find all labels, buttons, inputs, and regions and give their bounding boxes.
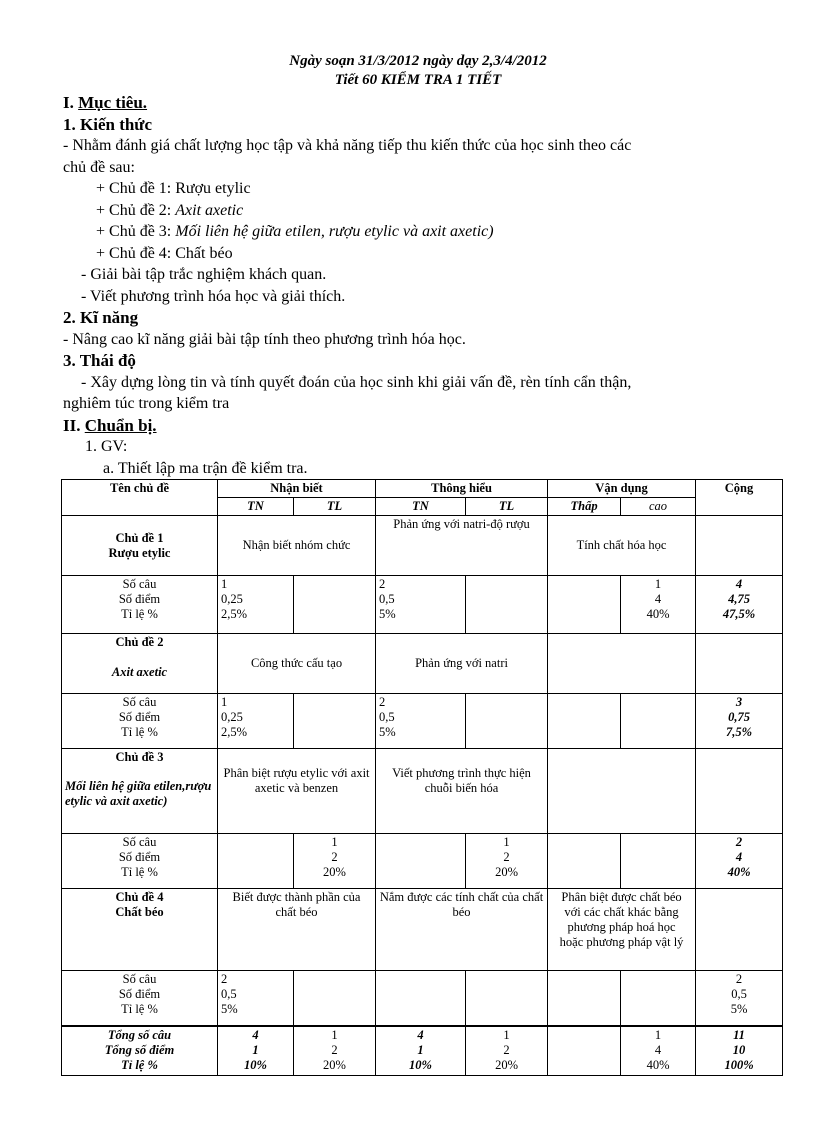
t4-vd-low bbox=[548, 971, 621, 1026]
header-tl-2: TL bbox=[466, 498, 548, 516]
t1-nb-tn: 1 0,25 2,5% bbox=[218, 576, 294, 634]
t2-th-tl bbox=[466, 694, 548, 749]
topic-1-recognize: Nhận biết nhóm chức bbox=[218, 516, 376, 576]
t4-total: 2 0,5 5% bbox=[696, 971, 783, 1026]
t4-nb-tl bbox=[294, 971, 376, 1026]
topic-2-understand: Phản ứng với natri bbox=[376, 634, 548, 694]
header-tl-1: TL bbox=[294, 498, 376, 516]
topic-1: + Chủ đề 1: Rượu etylic bbox=[96, 180, 251, 197]
knowledge-intro-2: chủ đề sau: bbox=[63, 158, 135, 176]
header-understand: Thông hiểu bbox=[376, 480, 548, 498]
document-body bbox=[63, 92, 783, 479]
topic-2: + Chủ đề 2: Axit axetic bbox=[96, 201, 244, 219]
topic-4-total-desc bbox=[696, 889, 783, 971]
stat-labels-3: Số câu Số điểm Tỉ lệ % bbox=[62, 834, 218, 889]
t2-vd-low bbox=[548, 694, 621, 749]
grand-total: 11 10 100% bbox=[696, 1026, 783, 1076]
topic-4-cell: Chủ đề 4 Chất béo bbox=[62, 889, 218, 971]
topic-3-total-desc bbox=[696, 749, 783, 834]
topic-3-apply bbox=[548, 749, 696, 834]
t1-nb-tl bbox=[294, 576, 376, 634]
topic-4-understand: Nắm được các tính chất của chất béo bbox=[376, 889, 548, 971]
t1-th-tn: 2 0,5 5% bbox=[376, 576, 466, 634]
topic-2-recognize: Công thức cấu tạo bbox=[218, 634, 376, 694]
knowledge-bullet-2: - Viết phương trình hóa học và giải thích. bbox=[81, 287, 346, 305]
t2-th-tn: 2 0,5 5% bbox=[376, 694, 466, 749]
header-recognize: Nhận biết bbox=[218, 480, 376, 498]
knowledge-bullet-1: - Giải bài tập trắc nghiệm khách quan. bbox=[81, 266, 327, 283]
topic-4-recognize: Biết được thành phần của chất béo bbox=[218, 889, 376, 971]
topic-1-understand: Phản ứng với natri-độ rượu bbox=[376, 516, 548, 576]
date-line: Ngày soạn 31/3/2012 ngày dạy 2,3/4/2012 bbox=[289, 53, 547, 69]
exam-matrix-table bbox=[61, 479, 783, 1076]
t1-th-tl bbox=[466, 576, 548, 634]
totals-row bbox=[62, 1026, 783, 1076]
t3-vd-high bbox=[621, 834, 696, 889]
matrix-caption: a. Thiết lập ma trận đề kiểm tra. bbox=[103, 459, 308, 477]
attitude-text-1: - Xây dựng lòng tin và tính quyết đoán của học sinh khi giải vấn đề, rèn tính cẩn thận, bbox=[81, 373, 632, 391]
topic-3-stats-row bbox=[62, 834, 783, 889]
stat-labels-4: Số câu Số điểm Tỉ lệ % bbox=[62, 971, 218, 1026]
section-2-heading: II. Chuẩn bị. bbox=[63, 415, 157, 435]
topic-3-understand: Viết phương trình thực hiện chuỗi biến hóa bbox=[376, 749, 548, 834]
t4-th-tn bbox=[376, 971, 466, 1026]
t3-th-tn bbox=[376, 834, 466, 889]
skills-text: - Nâng cao kĩ năng giải bài tập tính theo phương trình hóa học. bbox=[63, 330, 466, 348]
header-total: Cộng bbox=[696, 480, 783, 516]
t4-nb-tn: 2 0,5 5% bbox=[218, 971, 294, 1026]
total-labels: Tổng số câu Tổng số điểm Tỉ lệ % bbox=[62, 1026, 218, 1076]
t4-th-tl bbox=[466, 971, 548, 1026]
attitude-heading: 3. Thái độ bbox=[63, 351, 136, 370]
header-tn-2: TN bbox=[376, 498, 466, 516]
topic-1-apply: Tính chất hóa học bbox=[548, 516, 696, 576]
knowledge-heading: 1. Kiến thức bbox=[63, 114, 153, 134]
matrix-header-row-1 bbox=[62, 480, 783, 498]
header-apply: Vận dụng bbox=[548, 480, 696, 498]
t2-vd-high bbox=[621, 694, 696, 749]
header-tn-1: TN bbox=[218, 498, 294, 516]
topic-3-recognize: Phân biệt rượu etylic với axit axetic và benzen bbox=[218, 749, 376, 834]
t3-nb-tl: 1 2 20% bbox=[294, 834, 376, 889]
header-topic: Tên chủ đề bbox=[62, 480, 218, 516]
t3-th-tl: 1 2 20% bbox=[466, 834, 548, 889]
t1-total: 4 4,75 47,5% bbox=[696, 576, 783, 634]
knowledge-intro-1: - Nhằm đánh giá chất lượng học tập và khả năng tiếp thu kiến thức của học sinh theo các bbox=[63, 137, 632, 154]
t4-vd-high bbox=[621, 971, 696, 1026]
header-high: cao bbox=[621, 498, 696, 516]
total-th-tl: 1 2 20% bbox=[466, 1026, 548, 1076]
topic-1-total-desc bbox=[696, 516, 783, 576]
t3-nb-tn bbox=[218, 834, 294, 889]
attitude-text-2: nghiêm túc trong kiểm tra bbox=[63, 395, 230, 412]
teacher-label: 1. GV: bbox=[85, 438, 128, 455]
t2-nb-tn: 1 0,25 2,5% bbox=[218, 694, 294, 749]
lesson-title: Tiết 60 KIỂM TRA 1 TIẾT bbox=[334, 72, 502, 88]
topic-3-row bbox=[62, 749, 783, 834]
t2-total: 3 0,75 7,5% bbox=[696, 694, 783, 749]
header-low: Thấp bbox=[548, 498, 621, 516]
total-vd-high: 1 4 40% bbox=[621, 1026, 696, 1076]
total-nb-tn: 4 1 10% bbox=[218, 1026, 294, 1076]
t1-vd-low bbox=[548, 576, 621, 634]
t3-vd-low bbox=[548, 834, 621, 889]
t3-total: 2 4 40% bbox=[696, 834, 783, 889]
stat-labels: Số câu Số điểm Tỉ lệ % bbox=[62, 576, 218, 634]
total-nb-tl: 1 2 20% bbox=[294, 1026, 376, 1076]
stat-labels-2: Số câu Số điểm Tỉ lệ % bbox=[62, 694, 218, 749]
topic-4-stats-row bbox=[62, 971, 783, 1026]
topic-4-apply: Phân biệt được chất béo với các chất khác bằng phương pháp hoá học hoặc phương pháp vật lý bbox=[548, 889, 696, 971]
section-1-heading: I. Mục tiêu. bbox=[63, 93, 148, 112]
skills-heading: 2. Kĩ năng bbox=[63, 308, 139, 327]
topic-2-row bbox=[62, 634, 783, 694]
t1-vd-high: 1 4 40% bbox=[621, 576, 696, 634]
topic-2-cell: Chủ đề 2 Axit axetic bbox=[62, 634, 218, 694]
topic-3: + Chủ đề 3: Mối liên hệ giữa etilen, rượu etylic và axit axetic) bbox=[96, 223, 494, 240]
topic-4: + Chủ đề 4: Chất béo bbox=[96, 244, 233, 262]
topic-3-cell: Chủ đề 3 Mối liên hệ giữa etilen,rượu etylic và axit axetic) bbox=[62, 749, 218, 834]
t2-nb-tl bbox=[294, 694, 376, 749]
topic-1-stats-row bbox=[62, 576, 783, 634]
topic-2-apply bbox=[548, 634, 696, 694]
topic-1-row bbox=[62, 516, 783, 576]
topic-4-row bbox=[62, 889, 783, 971]
topic-1-cell: Chủ đề 1 Rượu etylic bbox=[62, 516, 218, 576]
total-th-tn: 4 1 10% bbox=[376, 1026, 466, 1076]
topic-2-total-desc bbox=[696, 634, 783, 694]
total-vd-low bbox=[548, 1026, 621, 1076]
topic-2-stats-row bbox=[62, 694, 783, 749]
